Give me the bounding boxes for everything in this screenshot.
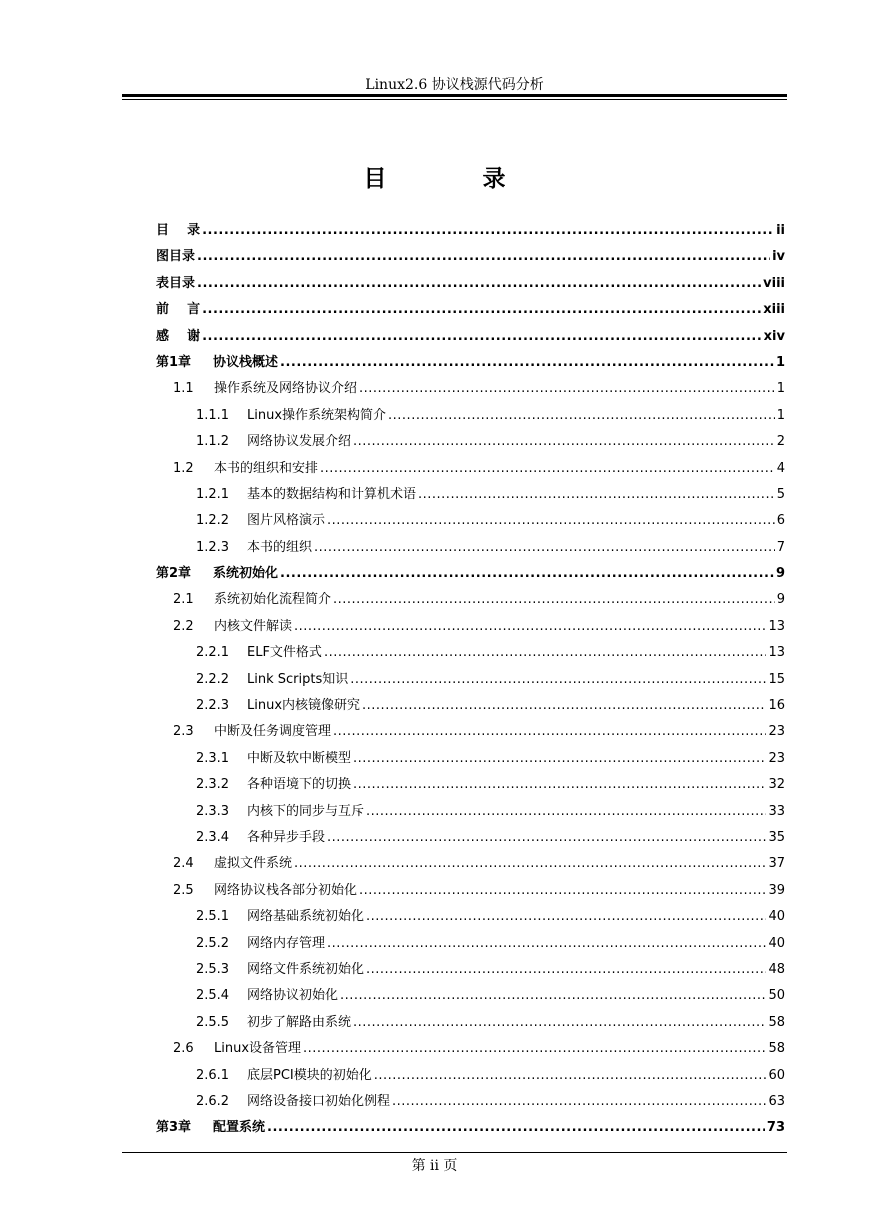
toc-entry-page: 9: [776, 592, 785, 608]
toc-entry[interactable]: [156, 1089, 785, 1115]
toc-entry[interactable]: [156, 931, 785, 957]
toc-entry-page: 39: [768, 882, 785, 898]
toc-entry[interactable]: [156, 904, 785, 930]
toc-entry-title: Linux设备管理: [214, 1041, 302, 1057]
toc-entry-page: 33: [768, 803, 785, 819]
toc-entry-title: Linux操作系统架构简介: [247, 407, 387, 423]
toc-entry[interactable]: [156, 719, 785, 745]
toc-entry-number: 2.6.1: [196, 1067, 230, 1083]
toc-dot-leader: [366, 799, 766, 825]
toc-dot-leader: [333, 587, 775, 613]
toc-entry[interactable]: [156, 403, 785, 429]
toc-dot-leader: [202, 218, 774, 244]
toc-dot-leader: [294, 851, 766, 877]
toc-dot-leader: [353, 429, 775, 455]
toc-entry-page: ii: [776, 223, 785, 238]
toc-entry-page: 13: [768, 645, 785, 661]
toc-entry-page: 60: [768, 1067, 785, 1083]
toc-dot-leader: [374, 1063, 767, 1089]
toc-entry-title: 图目录: [156, 249, 196, 265]
toc-entry-number: 2.5: [173, 882, 194, 898]
toc-entry-number: 2.5.5: [196, 1014, 230, 1030]
toc-entry-page: 48: [768, 961, 785, 977]
toc-dot-leader: [418, 482, 775, 508]
toc-dot-leader: [388, 403, 775, 429]
toc-entry-page: 40: [768, 935, 785, 951]
toc-entry-title: 虚拟文件系统: [214, 856, 293, 872]
toc-entry-page: 6: [776, 513, 785, 529]
toc-entry-title: Link Scripts知识: [247, 671, 349, 687]
toc-entry-page: 9: [775, 566, 785, 582]
toc-dot-leader: [327, 931, 766, 957]
toc-entry-number: 2.2: [173, 618, 194, 634]
header-rule-thick: [122, 94, 787, 97]
toc-dot-leader: [327, 825, 766, 851]
toc-entry[interactable]: [156, 271, 785, 297]
toc-entry[interactable]: [156, 1063, 785, 1089]
toc-entry-title: 配置系统: [213, 1120, 266, 1136]
toc-entry[interactable]: [156, 561, 785, 587]
toc-dot-leader: [366, 957, 766, 983]
toc-entry-page: 23: [768, 724, 785, 740]
toc-entry[interactable]: [156, 851, 785, 877]
toc-entry-number: 第1章: [156, 354, 192, 370]
toc-entry[interactable]: [156, 587, 785, 613]
toc-entry-title: 内核文件解读: [214, 618, 293, 634]
toc-entry-page: 4: [776, 460, 785, 476]
page-title: 目 录: [363, 166, 550, 192]
toc-entry-number: 2.2.3: [196, 698, 230, 714]
toc-dot-leader: [314, 535, 775, 561]
toc-entry-page: 50: [768, 988, 785, 1004]
toc-entry-title: 基本的数据结构和计算机术语: [247, 486, 417, 502]
toc-entry-number: 2.3: [173, 724, 194, 740]
toc-entry-title: 中断及软中断模型: [247, 750, 352, 766]
toc-dot-leader: [303, 1036, 766, 1062]
toc-dot-leader: [324, 640, 767, 666]
toc-dot-leader: [327, 508, 775, 534]
toc-entry-title: 操作系统及网络协议介绍: [214, 381, 358, 397]
toc-entry-number: 2.2.2: [196, 671, 230, 687]
toc-dot-leader: [392, 1089, 766, 1115]
header-rule-thin: [122, 99, 787, 100]
toc-entry[interactable]: [156, 429, 785, 455]
toc-dot-leader: [202, 297, 761, 323]
toc-entry-title: 表目录: [156, 275, 196, 291]
toc-entry-page: 1: [776, 381, 785, 397]
toc-entry-number: 2.5.3: [196, 961, 230, 977]
toc-entry[interactable]: [156, 350, 785, 376]
toc-entry-page: 63: [768, 1093, 785, 1109]
toc-entry-title: 网络协议初始化: [247, 988, 339, 1004]
toc-entry-page: 1: [776, 407, 785, 423]
toc-entry[interactable]: [156, 508, 785, 534]
toc-dot-leader: [366, 904, 766, 930]
toc-dot-leader: [353, 1010, 766, 1036]
toc-dot-leader: [359, 878, 766, 904]
toc-entry-title: 系统初始化: [213, 566, 279, 582]
toc-entry-page: 2: [776, 434, 785, 450]
toc-dot-leader: [197, 271, 761, 297]
toc-entry-number: 1.2.1: [196, 486, 230, 502]
toc-dot-leader: [359, 376, 775, 402]
toc-entry-number: 2.3.2: [196, 777, 230, 793]
toc-entry-title: 协议栈概述: [213, 354, 279, 370]
toc-entry-page: xiv: [763, 328, 785, 344]
toc-entry-title: 中断及任务调度管理: [214, 724, 332, 740]
toc-entry-title: 各种异步手段: [247, 829, 326, 845]
toc-entry-page: 58: [768, 1041, 785, 1057]
page-number-footer: 第 ii 页: [411, 1158, 458, 1174]
toc-dot-leader: [320, 456, 775, 482]
toc-entry[interactable]: [156, 324, 785, 350]
toc-entry-number: 2.4: [173, 856, 194, 872]
toc-entry[interactable]: [156, 614, 785, 640]
toc-entry[interactable]: [156, 456, 785, 482]
toc-dot-leader: [362, 693, 766, 719]
toc-entry-number: 2.1: [173, 592, 194, 608]
toc-entry-page: 35: [768, 829, 785, 845]
toc-entry[interactable]: [156, 983, 785, 1009]
toc-entry[interactable]: [156, 825, 785, 851]
toc-entry[interactable]: [156, 244, 785, 270]
toc-entry[interactable]: [156, 772, 785, 798]
toc-entry-page: 73: [766, 1120, 785, 1136]
toc-entry-title: 网络内存管理: [247, 935, 326, 951]
toc-dot-leader: [350, 667, 766, 693]
toc-dot-leader: [267, 1115, 765, 1141]
toc-entry-page: 1: [775, 354, 785, 370]
toc-entry[interactable]: [156, 1036, 785, 1062]
toc-entry-page: 40: [768, 909, 785, 925]
toc-entry-number: 2.6.2: [196, 1093, 230, 1109]
toc-entry-number: 2.5.1: [196, 909, 230, 925]
toc-entry-page: 7: [776, 539, 785, 555]
toc-entry-page: 32: [768, 777, 785, 793]
toc-entry-number: 1.2.3: [196, 539, 230, 555]
toc-entry-title: 底层PCI模块的初始化: [247, 1067, 372, 1083]
toc-entry-page: 23: [768, 750, 785, 766]
toc-entry[interactable]: [156, 297, 785, 323]
toc-dot-leader: [340, 983, 766, 1009]
toc-entry-number: 1.1.1: [196, 407, 230, 423]
toc-entry[interactable]: [156, 957, 785, 983]
toc-entry-number: 2.3.4: [196, 829, 230, 845]
toc-dot-leader: [333, 719, 766, 745]
toc-entry[interactable]: [156, 799, 785, 825]
toc-dot-leader: [353, 746, 766, 772]
toc-entry[interactable]: [156, 1115, 785, 1141]
toc-entry-page: xiii: [763, 302, 785, 318]
toc-entry-page: 13: [768, 618, 785, 634]
toc-entry[interactable]: [156, 746, 785, 772]
toc-entry-page: 16: [768, 698, 785, 714]
toc-entry-number: 第2章: [156, 566, 192, 582]
toc-dot-leader: [197, 244, 770, 270]
toc-entry-number: 2.3.3: [196, 803, 230, 819]
toc-entry[interactable]: [156, 218, 785, 244]
running-header: Linux2.6 协议栈源代码分析: [365, 77, 544, 93]
toc-entry[interactable]: [156, 878, 785, 904]
toc-entry-title: Linux内核镜像研究: [247, 698, 361, 714]
toc-entry-number: 2.2.1: [196, 645, 230, 661]
toc-entry-number: 1.2.2: [196, 513, 230, 529]
toc-entry[interactable]: [156, 376, 785, 402]
toc-entry-title: 网络协议发展介绍: [247, 434, 352, 450]
toc-entry-title: 本书的组织: [247, 539, 313, 555]
toc-entry-title: 网络文件系统初始化: [247, 961, 365, 977]
toc-entry[interactable]: [156, 482, 785, 508]
table-of-contents: [156, 218, 785, 1142]
toc-entry-page: iv: [772, 249, 785, 265]
toc-entry[interactable]: [156, 667, 785, 693]
toc-dot-leader: [280, 561, 774, 587]
footer-rule: [122, 1152, 787, 1153]
toc-entry-title: 内核下的同步与互斥: [247, 803, 365, 819]
toc-dot-leader: [280, 350, 774, 376]
toc-entry-title: 网络基础系统初始化: [247, 909, 365, 925]
toc-entry-page: 5: [776, 486, 785, 502]
toc-entry-number: 第3章: [156, 1120, 192, 1136]
toc-entry-number: 2.6: [173, 1041, 194, 1057]
toc-entry-title: 初步了解路由系统: [247, 1014, 352, 1030]
toc-entry[interactable]: [156, 535, 785, 561]
toc-dot-leader: [202, 324, 762, 350]
toc-dot-leader: [294, 614, 766, 640]
toc-entry[interactable]: [156, 1010, 785, 1036]
toc-entry-title: 系统初始化流程简介: [214, 592, 332, 608]
toc-entry-page: 15: [768, 671, 785, 687]
toc-entry-number: 1.1: [173, 381, 194, 397]
toc-entry-title: 各种语境下的切换: [247, 777, 352, 793]
toc-entry-title: 图片风格演示: [247, 513, 326, 529]
toc-entry-title: 网络设备接口初始化例程: [247, 1093, 391, 1109]
toc-entry[interactable]: [156, 693, 785, 719]
toc-entry-page: viii: [763, 275, 785, 291]
toc-entry-title: 本书的组织和安排: [214, 460, 319, 476]
toc-entry-number: 1.2: [173, 460, 194, 476]
toc-entry-title: 目 录: [156, 223, 201, 238]
toc-entry-title: 前 言: [156, 302, 201, 318]
toc-entry-number: 1.1.2: [196, 434, 230, 450]
toc-entry-number: 2.5.2: [196, 935, 230, 951]
toc-entry-title: ELF文件格式: [247, 645, 322, 661]
toc-entry[interactable]: [156, 640, 785, 666]
toc-entry-page: 37: [768, 856, 785, 872]
toc-entry-title: 感 谢: [156, 328, 201, 344]
toc-entry-number: 2.3.1: [196, 750, 230, 766]
toc-dot-leader: [353, 772, 766, 798]
toc-entry-title: 网络协议栈各部分初始化: [214, 882, 358, 898]
toc-entry-number: 2.5.4: [196, 988, 230, 1004]
toc-entry-page: 58: [768, 1014, 785, 1030]
